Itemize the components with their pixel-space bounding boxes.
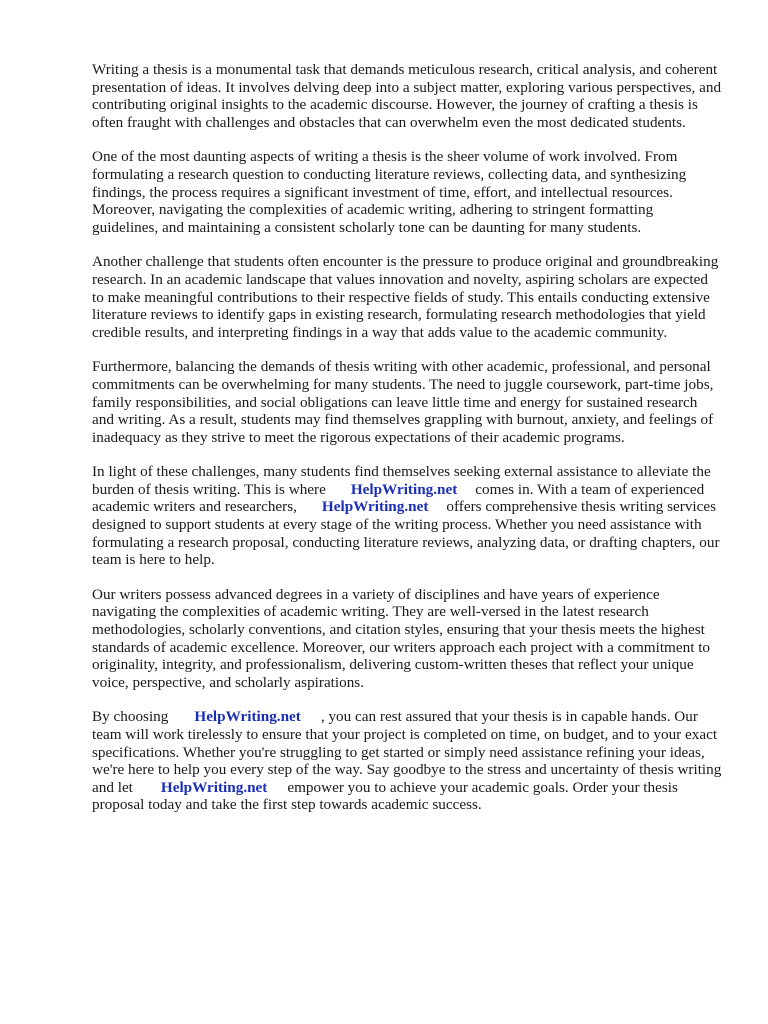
document-page — [92, 61, 722, 831]
paragraph-closing-text-c: empower you to achieve your academic goals. Order your thesis proposal today and take the first step towards academic success. — [92, 778, 678, 814]
paragraph-balance: Furthermore, balancing the demands of thesis writing with other academic, professional, and personal commitments can be overwhelming for many students. The need to juggle coursework, part-time jobs, family responsibilities, and social obligations can leave little time and energy for sustained research and writing. As a result, students may find themselves grappling with burnout, anxiety, and feelings of inadequacy as they strive to meet the rigorous expectations of their academic programs. — [92, 358, 714, 446]
helpwriting-link[interactable]: HelpWriting.net — [194, 708, 301, 726]
paragraph-assistance-text-b: comes in. With a team of experienced academic writers and researchers, — [92, 480, 705, 516]
helpwriting-link[interactable]: HelpWriting.net — [350, 480, 458, 498]
paragraph-originality: Another challenge that students often encounter is the pressure to produce original and groundbreaking research. In an academic landscape that values innovation and novelty, aspiring scholars are expected to make meaningful contributions to their respective fields of study. This entails conducting extensive literature reviews to identify gaps in existing research, formulating research methodologies that yield credible results, and interpreting findings in a way that adds value to the academic community. — [92, 253, 719, 341]
helpwriting-link[interactable]: HelpWriting.net — [160, 778, 268, 796]
paragraph-assistance-text-a: In light of these challenges, many students find themselves seeking external assistance to alleviate the burden of thesis writing. This is where — [92, 463, 711, 498]
paragraph-closing — [92, 708, 722, 814]
paragraph-intro: Writing a thesis is a monumental task that demands meticulous research, critical analysis, and coherent presentation of ideas. It involves delving deep into a subject matter, exploring various perspectives, and contributing original insights to the academic discourse. However, the journey of crafting a thesis is often fraught with challenges and obstacles that can overwhelm even the most dedicated students. — [92, 61, 722, 131]
helpwriting-link[interactable]: HelpWriting.net — [321, 498, 429, 516]
paragraph-workload: One of the most daunting aspects of writing a thesis is the sheer volume of work involved. From formulating a research question to conducting literature reviews, collecting data, and synthesizing findings, the process requires a significant investment of time, effort, and intellectual resources. Moreover, navigating the complexities of academic writing, adhering to stringent formatting guidelines, and maintaining a consistent scholarly tone can be daunting for many students. — [92, 148, 687, 236]
paragraph-assistance-text-c: offers comprehensive thesis writing services designed to support students at every stage of the writing process. Whether you need assistance with formulating a research proposal, conducting literature reviews, analyzing data, or drafting chapters, our team is here to help. — [92, 498, 720, 569]
paragraph-assistance — [92, 463, 722, 569]
paragraph-closing-text-a: By choosing — [92, 708, 169, 726]
paragraph-closing-text-b: , you can rest assured that your thesis is in capable hands. Our team will work tirelessly to ensure that your project is completed on time, on budget, and to your exact specifications. Whether you're struggling to get started or simply need assistance refining your ideas, we're here to help you every step of the way. Say goodbye to the stress and uncertainty of thesis writing and let — [92, 708, 722, 796]
paragraph-writers: Our writers possess advanced degrees in a variety of disciplines and have years of experience navigating the complexities of academic writing. They are well-versed in the latest research methodologies, scholarly conventions, and citation styles, ensuring that your thesis meets the highest standards of academic excellence. Moreover, our writers approach each project with a commitment to originality, integrity, and professionalism, delivering custom-written theses that reflect your unique voice, perspective, and scholarly aspirations. — [92, 585, 711, 691]
